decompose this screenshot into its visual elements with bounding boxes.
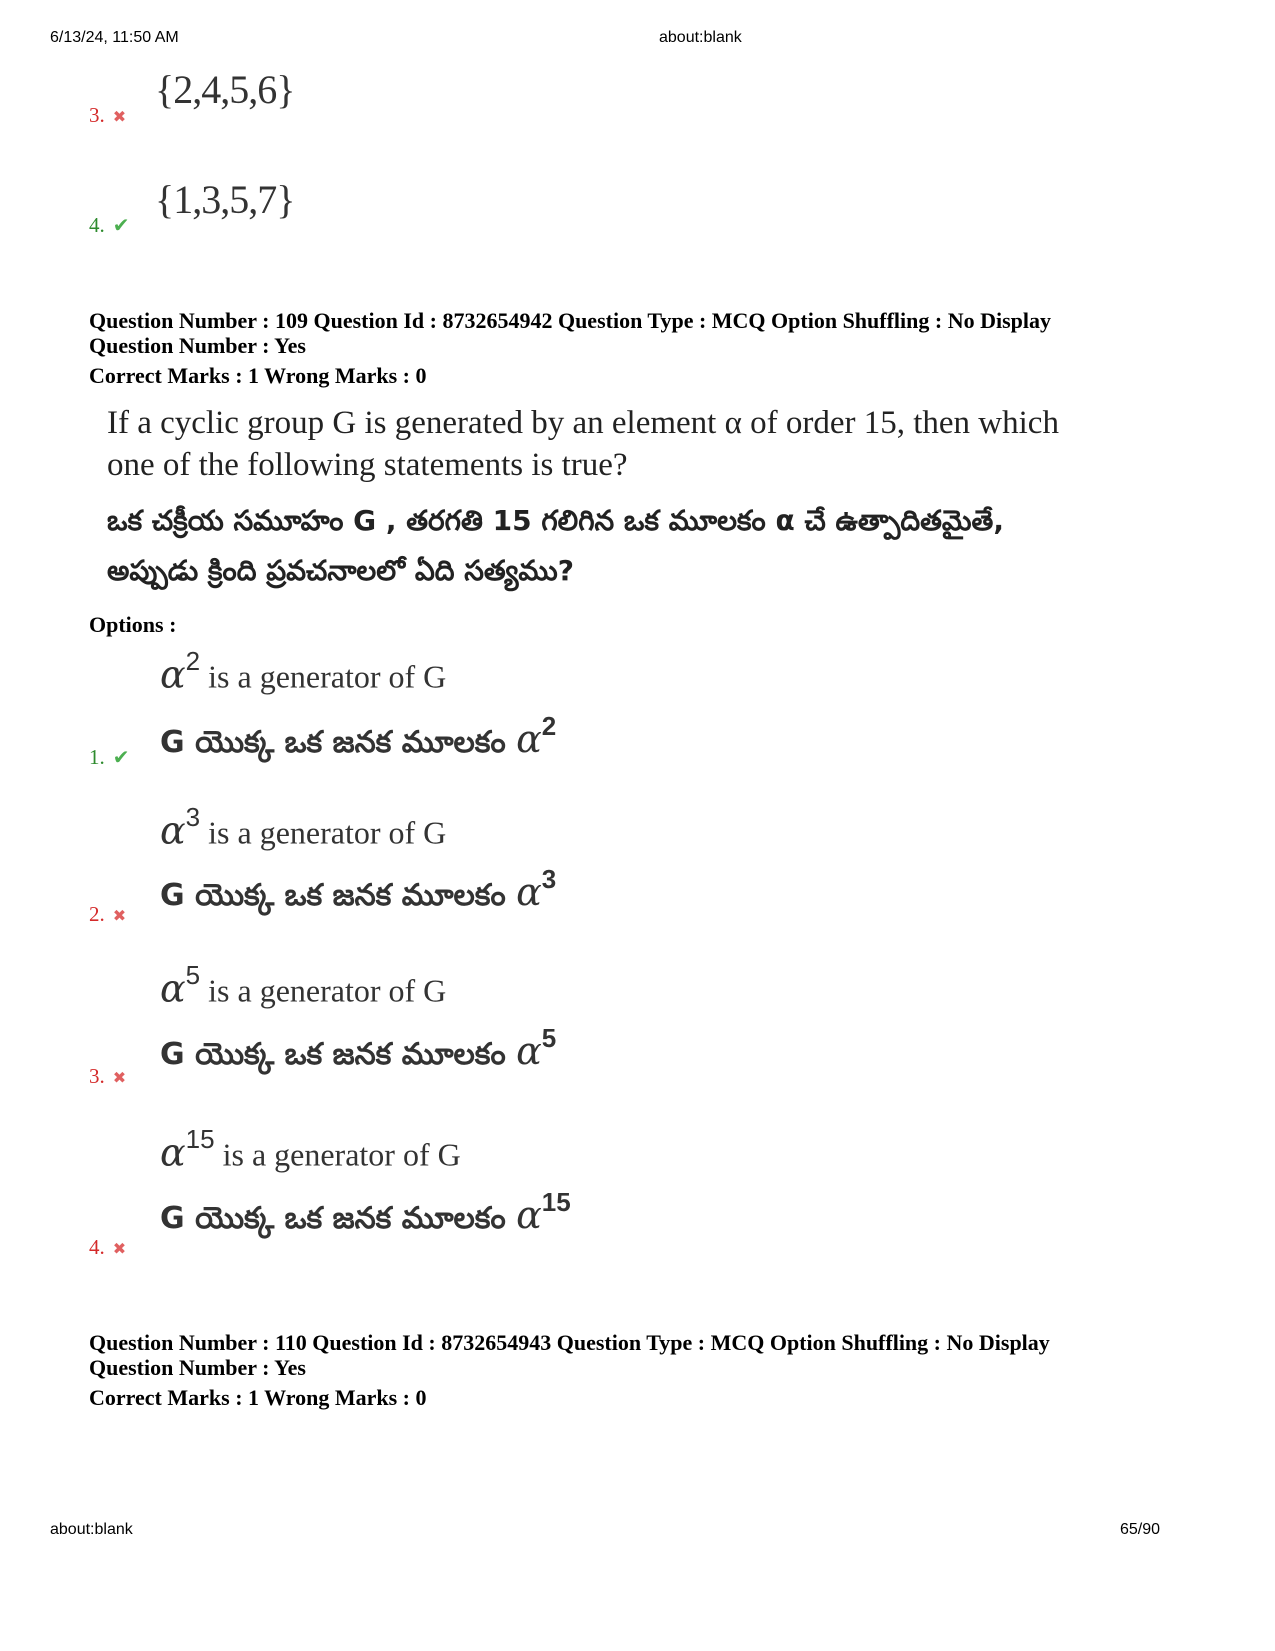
- set-notation: {2,4,5,6}: [155, 67, 295, 112]
- option-4-marker: [89, 1235, 126, 1260]
- print-datetime: 6/13/24, 11:50 AM: [50, 29, 179, 46]
- option-1-marker: [89, 745, 130, 770]
- option-4-telugu: [160, 1187, 571, 1243]
- prev-option-4-content: [155, 176, 294, 223]
- q109-meta-line2: Question Number : Yes: [89, 333, 306, 358]
- option-1-telugu: [160, 711, 557, 767]
- option-text: G యొక్క ఒక జనక మూలకం: [160, 878, 506, 913]
- alpha-symbol: α: [516, 1193, 542, 1237]
- option-text: G యొక్క ఒక జనక మూలకం: [160, 1037, 506, 1072]
- option-2-english: [160, 802, 447, 853]
- prev-option-3-content: [155, 66, 294, 113]
- option-number: 4.: [89, 1235, 105, 1259]
- option-3-english: [160, 960, 447, 1011]
- cross-icon: ✖: [112, 906, 127, 925]
- q109-meta-line1: Question Number : 109 Question Id : 8732654942 Question Type : MCQ Option Shuffling : No Display: [89, 308, 1052, 333]
- option-1-english: [160, 646, 447, 697]
- print-url: about:blank: [659, 29, 742, 46]
- exponent: 2: [541, 711, 557, 741]
- prev-option-4-marker: [89, 213, 130, 238]
- option-number: 3.: [89, 103, 105, 127]
- option-text: is a generator of G: [208, 658, 447, 695]
- cross-icon: ✖: [112, 107, 127, 126]
- exponent: 5: [541, 1023, 557, 1053]
- alpha-symbol: α: [160, 966, 186, 1011]
- question-line: అప్పుడు క్రింది ప్రవచనాలలో ఏది సత్యము?: [107, 554, 574, 587]
- question-line: ఒక చక్రీయ సమూహం G , తరగతి 15 గలిగిన ఒక మూలకం α చే ఉత్పాదితమైతే,: [107, 504, 1004, 537]
- q110-meta-line1: Question Number : 110 Question Id : 8732654943 Question Type : MCQ Option Shuffling : No Display: [89, 1330, 1050, 1355]
- exponent: 3: [541, 864, 557, 894]
- question-text-english: [107, 402, 1167, 486]
- exponent: 15: [185, 1124, 215, 1154]
- option-3-telugu: [160, 1023, 557, 1079]
- alpha-symbol: α: [516, 870, 542, 914]
- option-2-marker: [89, 902, 126, 927]
- alpha-symbol: α: [516, 717, 542, 761]
- option-text: G యొక్క ఒక జనక మూలకం: [160, 725, 506, 760]
- page-number: 65/90: [1120, 1521, 1161, 1538]
- q110-meta-line2: Question Number : Yes: [89, 1355, 306, 1380]
- option-text: is a generator of G: [222, 1136, 461, 1173]
- question-text-telugu: [107, 496, 1167, 596]
- check-icon: ✔: [112, 213, 130, 237]
- exponent: 2: [185, 646, 201, 676]
- q110-marks: Correct Marks : 1 Wrong Marks : 0: [89, 1385, 427, 1410]
- q109-marks: Correct Marks : 1 Wrong Marks : 0: [89, 363, 427, 388]
- alpha-symbol: α: [160, 808, 186, 853]
- options-label: Options :: [89, 612, 177, 637]
- exponent: 3: [185, 802, 201, 832]
- question-line: one of the following statements is true?: [107, 447, 628, 483]
- option-number: 1.: [89, 745, 105, 769]
- alpha-symbol: α: [160, 652, 186, 697]
- exponent: 15: [541, 1187, 571, 1217]
- check-icon: ✔: [112, 745, 130, 769]
- question-line: If a cyclic group G is generated by an element α of order 15, then which: [107, 405, 1059, 441]
- alpha-symbol: α: [516, 1029, 542, 1073]
- prev-option-3-marker: [89, 103, 126, 128]
- option-number: 3.: [89, 1064, 105, 1088]
- option-text: G యొక్క ఒక జనక మూలకం: [160, 1201, 506, 1236]
- option-text: is a generator of G: [208, 814, 447, 851]
- option-3-marker: [89, 1064, 126, 1089]
- option-number: 4.: [89, 213, 105, 237]
- option-number: 2.: [89, 902, 105, 926]
- option-4-english: [160, 1124, 461, 1175]
- option-2-telugu: [160, 864, 557, 920]
- exponent: 5: [185, 960, 201, 990]
- cross-icon: ✖: [112, 1068, 127, 1087]
- cross-icon: ✖: [112, 1239, 127, 1258]
- set-notation: {1,3,5,7}: [155, 177, 295, 222]
- option-text: is a generator of G: [208, 972, 447, 1009]
- footer-url: about:blank: [50, 1521, 133, 1538]
- alpha-symbol: α: [160, 1130, 186, 1175]
